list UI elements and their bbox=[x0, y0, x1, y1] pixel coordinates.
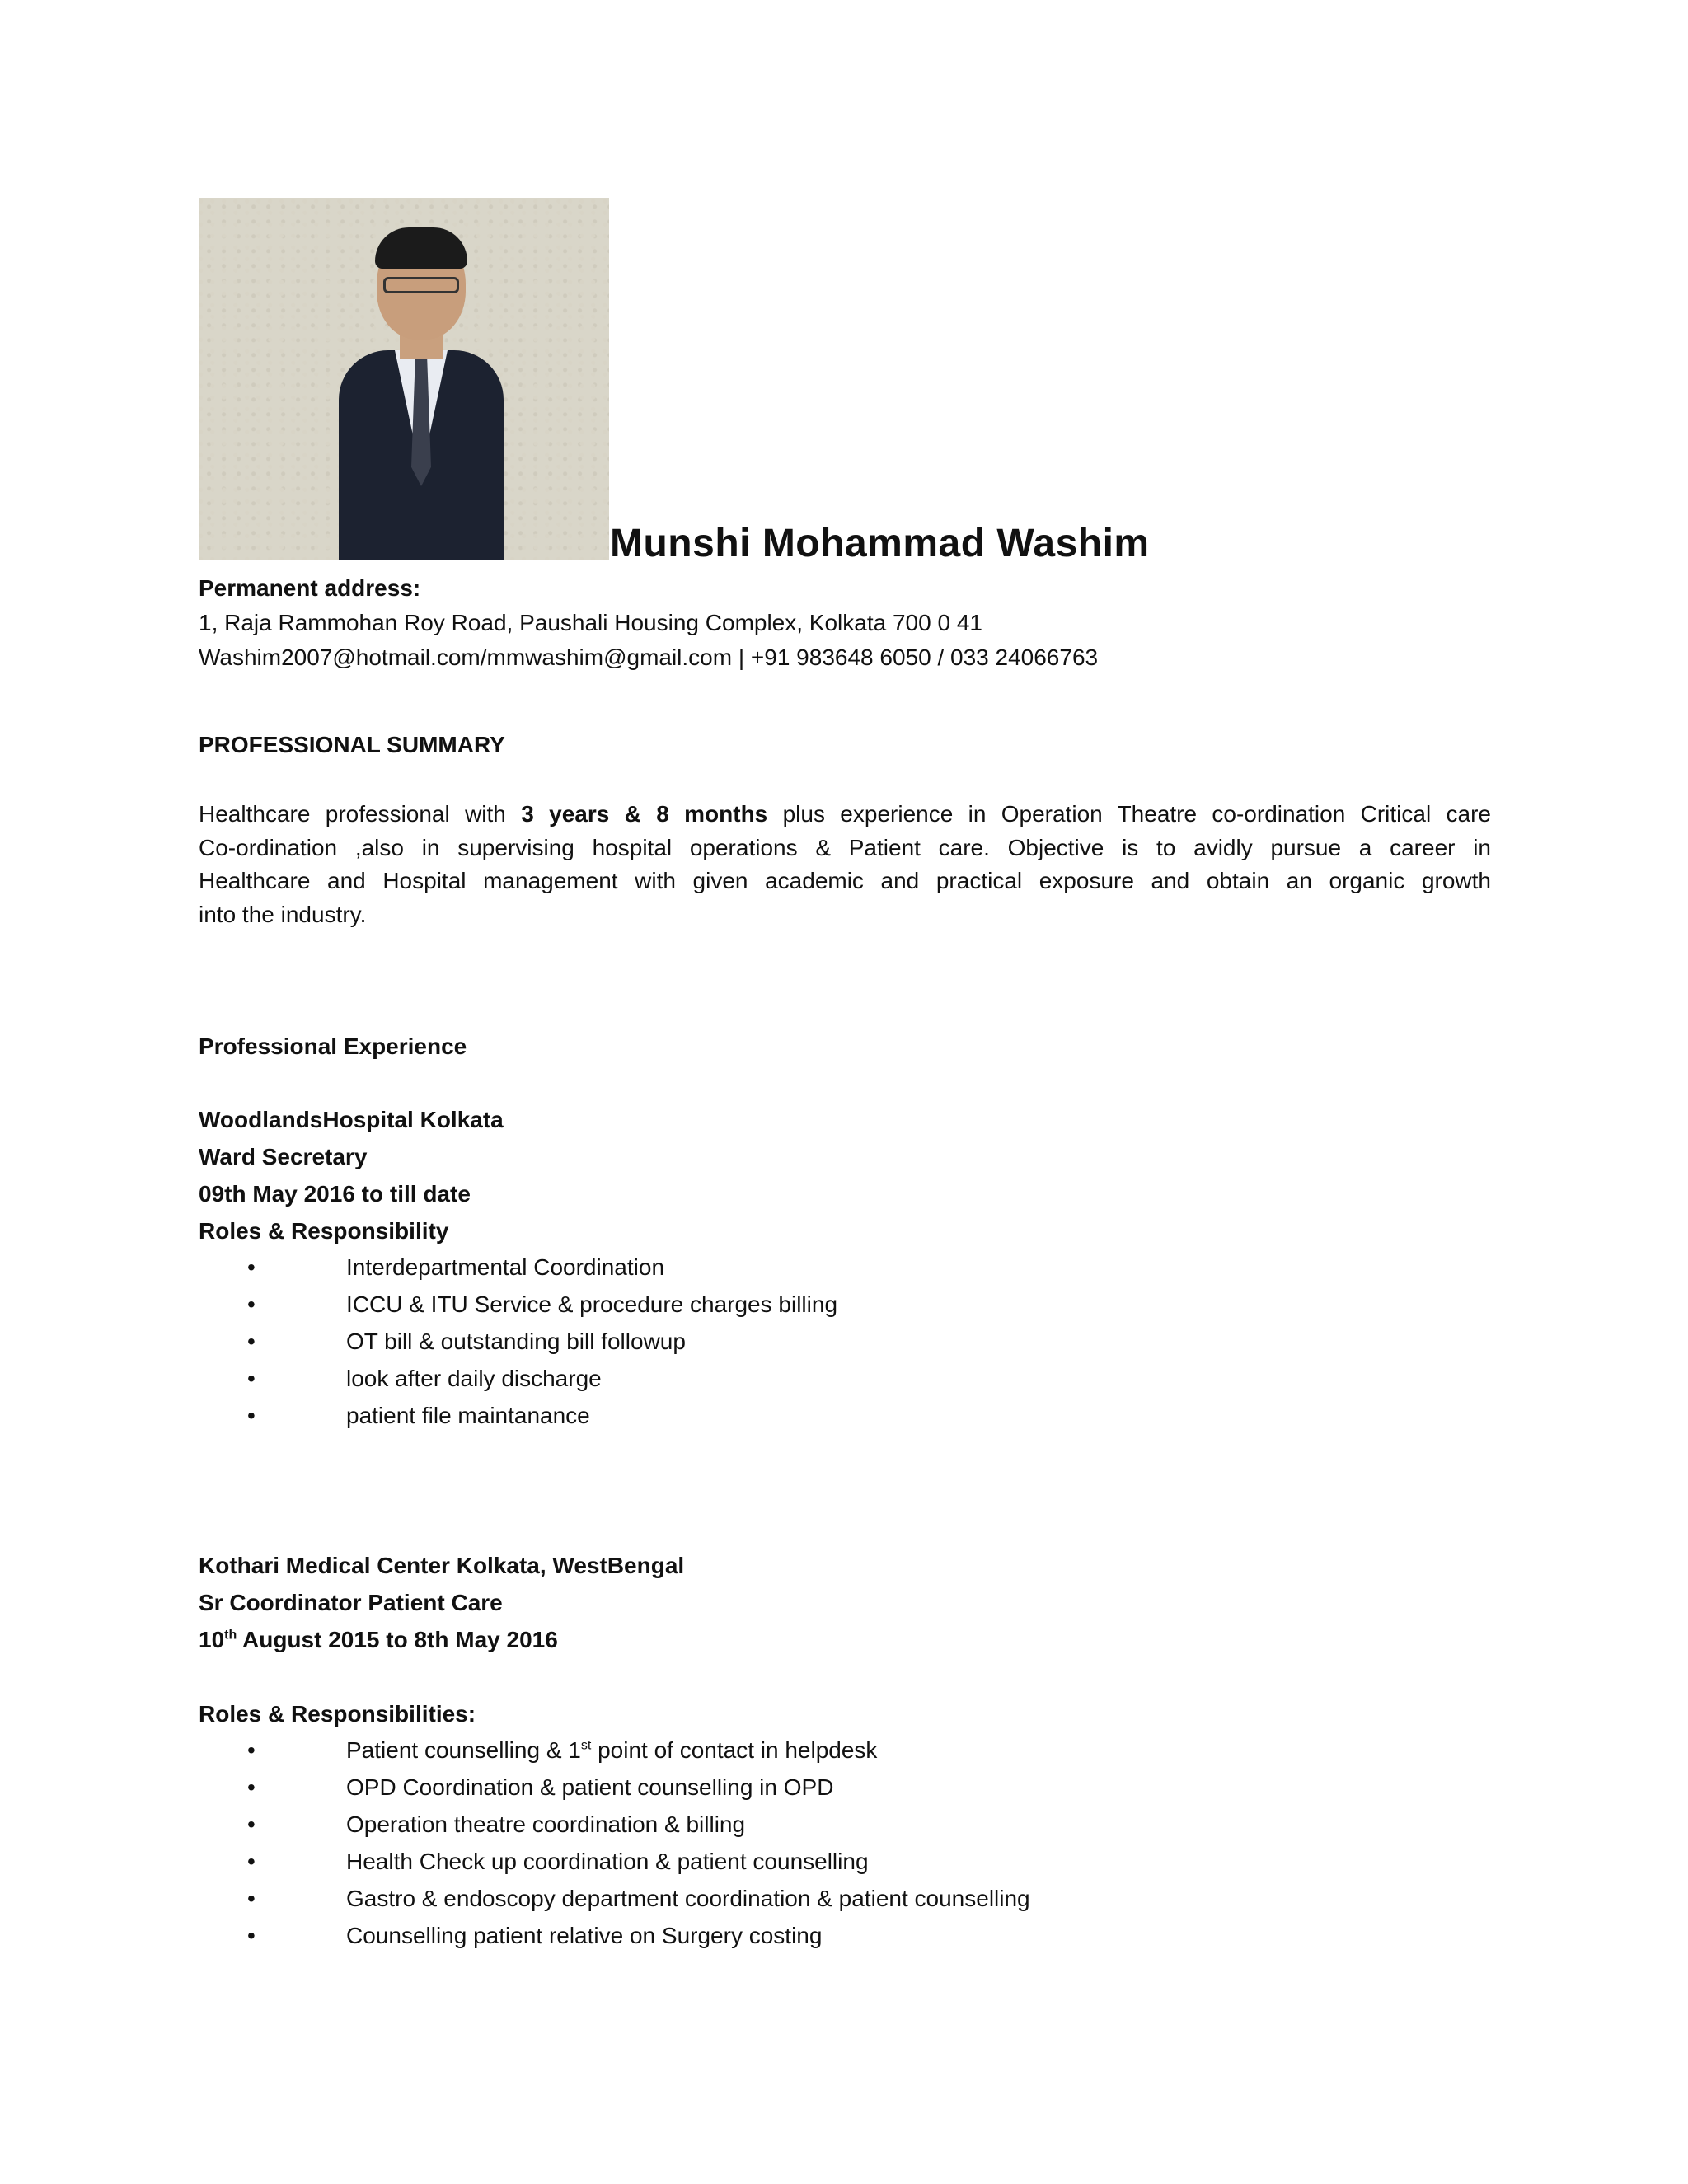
job-2-roles-heading: Roles & Responsibilities: bbox=[199, 1701, 476, 1727]
bullet-icon: • bbox=[247, 1849, 256, 1874]
bullet-icon: • bbox=[247, 1923, 256, 1948]
summary-line-2: Co-ordination ,also in supervising hospital operations & Patient care. Objective is to avidly pursue a career in bbox=[199, 834, 1491, 860]
summary-paragraph bbox=[199, 798, 1491, 931]
job-1-title: Ward Secretary bbox=[199, 1144, 368, 1169]
bullet-icon: • bbox=[247, 1254, 256, 1280]
bullet-icon: • bbox=[247, 1774, 256, 1800]
summary-line-3: Healthcare and Hospital management with given academic and practical exposure and obtain an organic growth bbox=[199, 868, 1491, 893]
candidate-name: Munshi Mohammad Washim bbox=[610, 522, 1150, 565]
list-item: • Gastro & endoscopy department coordination & patient counselling bbox=[247, 1880, 1319, 1917]
experience-heading: Professional Experience bbox=[199, 1033, 467, 1059]
job-2-title: Sr Coordinator Patient Care bbox=[199, 1590, 503, 1615]
list-item: • OT bill & outstanding bill followup bbox=[247, 1323, 1236, 1360]
job-1-roles-list bbox=[247, 1249, 1236, 1434]
experience-duration: 3 years & 8 months bbox=[521, 801, 768, 827]
list-item: • look after daily discharge bbox=[247, 1360, 1236, 1397]
list-item: • Counselling patient relative on Surgery costing bbox=[247, 1917, 1319, 1954]
list-item: • OPD Coordination & patient counselling in OPD bbox=[247, 1769, 1319, 1806]
list-item: • Interdepartmental Coordination bbox=[247, 1249, 1236, 1286]
list-item: • patient file maintanance bbox=[247, 1397, 1236, 1434]
profile-photo bbox=[199, 198, 609, 560]
list-item: • Operation theatre coordination & billing bbox=[247, 1806, 1319, 1843]
address-label: Permanent address: bbox=[199, 575, 421, 601]
bullet-icon: • bbox=[247, 1403, 256, 1428]
address-text: 1, Raja Rammohan Roy Road, Paushali Housing Complex, Kolkata 700 0 41 bbox=[199, 610, 982, 635]
bullet-icon: • bbox=[247, 1737, 256, 1763]
list-item: • Patient counselling & 1st point of contact in helpdesk bbox=[247, 1732, 1319, 1769]
job-1-dates: 09th May 2016 to till date bbox=[199, 1181, 471, 1207]
bullet-icon: • bbox=[247, 1811, 256, 1837]
summary-line-4: into the industry. bbox=[199, 901, 367, 927]
job-2-roles-list bbox=[247, 1732, 1319, 1954]
bullet-icon: • bbox=[247, 1886, 256, 1911]
bullet-icon: • bbox=[247, 1329, 256, 1354]
summary-heading: PROFESSIONAL SUMMARY bbox=[199, 732, 505, 757]
summary-line-1: Healthcare professional with 3 years & 8 months plus experience in Operation Theatre co-ordination Critical care bbox=[199, 801, 1491, 827]
bullet-icon: • bbox=[247, 1291, 256, 1317]
job-1-employer: WoodlandsHospital Kolkata bbox=[199, 1107, 504, 1132]
job-2-employer: Kothari Medical Center Kolkata, WestBengal bbox=[199, 1553, 685, 1578]
list-item: • Health Check up coordination & patient counselling bbox=[247, 1843, 1319, 1880]
contact-info: Washim2007@hotmail.com/mmwashim@gmail.com | +91 983648 6050 / 033 24066763 bbox=[199, 644, 1099, 670]
list-item: • ICCU & ITU Service & procedure charges billing bbox=[247, 1286, 1236, 1323]
job-1-roles-heading: Roles & Responsibility bbox=[199, 1218, 449, 1244]
job-2-dates: 10th August 2015 to 8th May 2016 bbox=[199, 1627, 558, 1652]
bullet-icon: • bbox=[247, 1366, 256, 1391]
